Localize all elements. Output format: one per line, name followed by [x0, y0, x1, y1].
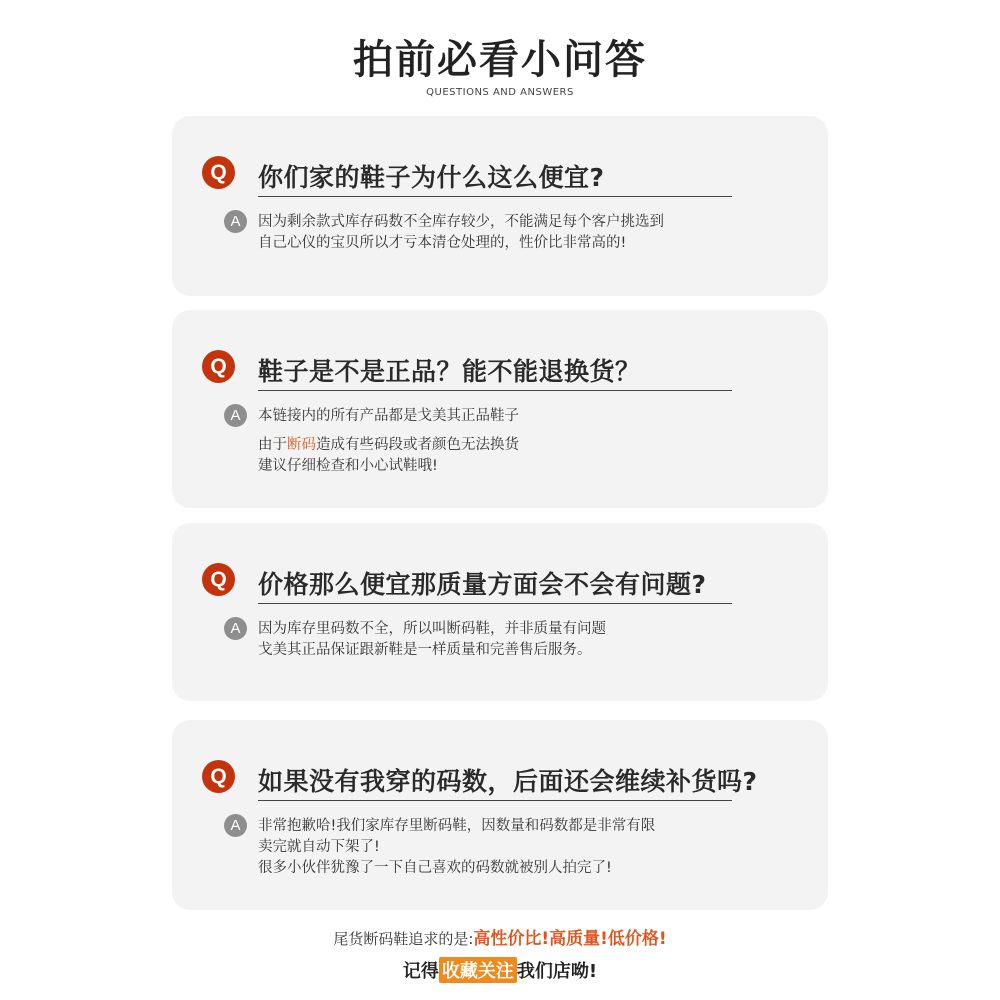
- qa-card: [172, 310, 828, 508]
- question-text: 你们家的鞋子为什么这么便宜?: [258, 163, 605, 192]
- answer-line: 很多小伙伴犹豫了一下自己喜欢的码数就被别人拍完了!: [258, 860, 612, 876]
- answer-line: 卖完就自动下架了!: [258, 839, 380, 855]
- answer-line: [258, 435, 519, 456]
- answer-line: 因为剩余款式库存码数不全库存较少，不能满足每个客户挑选到: [258, 214, 664, 230]
- answer-text: [258, 816, 655, 879]
- answer-line: 自己心仪的宝贝所以才亏本清仓处理的，性价比非常高的!: [258, 235, 627, 251]
- page-subtitle: QUESTIONS AND ANSWERS: [426, 87, 574, 98]
- qa-card: [172, 523, 828, 701]
- question-text: 如果没有我穿的码数，后面还会维续补货吗?: [258, 767, 758, 796]
- footer-cta: [0, 957, 1000, 983]
- answer-highlight: 断码: [287, 437, 316, 453]
- a-badge: A: [224, 814, 247, 837]
- q-badge: Q: [202, 760, 235, 793]
- footer-slogan: [0, 924, 1000, 949]
- answer-line: 因为库存里码数不全，所以叫断码鞋，并非质量有问题: [258, 621, 606, 637]
- a-badge: A: [224, 210, 247, 233]
- answer-line: 非常抱歉哈!我们家库存里断码鞋，因数量和码数都是非常有限: [258, 818, 656, 834]
- qa-card: [172, 720, 828, 910]
- divider: [258, 390, 732, 391]
- footer-cta-post: 我们店呦!: [516, 961, 598, 982]
- answer-segment: 造成有些码段或者颜色无法换货: [316, 437, 519, 453]
- divider: [258, 603, 732, 604]
- answer-line: 本链接内的所有产品都是戈美其正品鞋子: [258, 408, 519, 424]
- q-badge: Q: [202, 156, 235, 189]
- answer-line: 建议仔细检查和小心试鞋哦!: [258, 458, 438, 474]
- footer-slogan-prefix: 尾货断码鞋追求的是:: [333, 930, 474, 948]
- q-badge: Q: [202, 563, 235, 596]
- answer-text: [258, 406, 519, 477]
- q-badge: Q: [202, 350, 235, 383]
- answer-text: [258, 619, 606, 661]
- answer-line: 戈美其正品保证跟新鞋是一样质量和完善售后服务。: [258, 642, 592, 658]
- answer-segment: 由于: [258, 437, 287, 453]
- question-text: 鞋子是不是正品？能不能退换货？: [258, 357, 641, 386]
- footer-slogan-highlight: 高性价比!高质量!低价格!: [473, 929, 667, 949]
- divider: [258, 196, 732, 197]
- divider: [258, 800, 732, 801]
- a-badge: A: [224, 404, 247, 427]
- answer-text: [258, 212, 664, 254]
- footer-cta-pre: 记得: [402, 961, 439, 982]
- a-badge: A: [224, 617, 247, 640]
- page-title: 拍前必看小问答: [353, 37, 647, 83]
- question-text: 价格那么便宜那质量方面会不会有问题?: [258, 570, 707, 599]
- qa-card: [172, 116, 828, 296]
- follow-highlight: 收藏关注: [439, 957, 517, 983]
